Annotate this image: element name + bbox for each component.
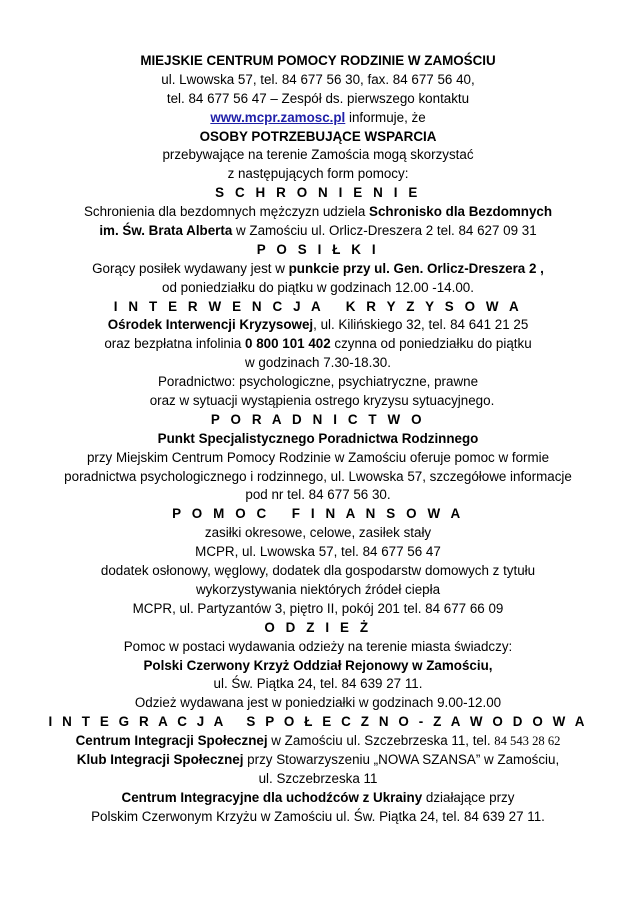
integracja-line-3: ul. Szczebrzeska 11	[258, 770, 378, 786]
schronienie-line-1	[0, 203, 636, 222]
website-line	[0, 109, 636, 128]
hotline-hours-text: czynna od poniedziałku do piątku	[330, 336, 532, 352]
intro-line-2: z następujących form pomocy:	[227, 166, 409, 182]
finansowa-line-4: wykorzystywania niektórych źródeł ciepła	[195, 581, 441, 597]
address-line-1: ul. Lwowska 57, tel. 84 677 56 30, fax. 84 677 56 40,	[161, 71, 475, 87]
integracja-line-4	[0, 789, 636, 808]
odziez-line-1: Pomoc w postaci wydawania odzieży na terenie miasta świadczy:	[123, 638, 513, 654]
page-title: MIEJSKIE CENTRUM POMOCY RODZINIE W ZAMOŚCIU	[140, 53, 496, 68]
ukraine-center-name: Centrum Integracyjne dla uchodźców z Ukrainy	[121, 789, 423, 805]
website-suffix: informuje, że	[345, 109, 426, 125]
red-cross-name: Polski Czerwony Krzyż Oddział Rejonowy w Zamościu,	[143, 657, 493, 673]
interwencja-line-3: w godzinach 7.30-18.30.	[245, 355, 391, 371]
section-heading-odziez: O D Z I E Ż	[264, 619, 372, 635]
section-heading-interwencja: I N T E R W E N C J A K R Y Z Y S O W A	[113, 298, 523, 314]
section-heading-schronienie: S C H R O N I E N I E	[215, 185, 421, 201]
section-heading-posilki: P O S I Ł K I	[256, 241, 380, 257]
schronienie-text: Schronienia dla bezdomnych mężczyzn udziela	[83, 204, 370, 220]
interwencja-line-5: oraz w sytuacji wystąpienia ostrego kryzysu sytuacyjnego.	[149, 393, 495, 409]
posilki-text: Gorący posiłek wydawany jest w	[92, 260, 289, 276]
ukraine-center-text: działające przy	[422, 789, 515, 805]
section-heading-integracja: I N T E G R A C J A S P O Ł E C Z N O - Z A W O D O W A	[48, 714, 588, 730]
meal-location: punkcie przy ul. Gen. Orlicz-Dreszera 2 ,	[288, 260, 544, 276]
notice-page	[0, 52, 636, 827]
shelter-patron: im. Św. Brata Alberta	[99, 223, 233, 239]
crisis-center-address: , ul. Kilińskiego 32, tel. 84 641 21 25	[313, 317, 529, 333]
shelter-address: w Zamościu ul. Orlicz-Dreszera 2 tel. 84 627 09 31	[232, 223, 537, 239]
counseling-center-name: Punkt Specjalistycznego Poradnictwa Rodzinnego	[157, 430, 479, 446]
address-line-2: tel. 84 677 56 47 – Zespół ds. pierwszego kontaktu	[166, 90, 470, 106]
poradnictwo-line-1: przy Miejskim Centrum Pomocy Rodzinie w Zamościu oferuje pomoc w formie	[86, 449, 550, 465]
website-link[interactable]: www.mcpr.zamosc.pl	[210, 109, 346, 125]
finansowa-line-3: dodatek osłonowy, węglowy, dodatek dla gospodarstw domowych z tytułu	[100, 563, 536, 579]
odziez-line-4: Odzież wydawana jest w poniedziałki w godzinach 9.00-12.00	[134, 695, 502, 711]
integracja-line-1	[0, 732, 636, 751]
schronienie-line-2	[0, 222, 636, 241]
posilki-line-2: od poniedziałku do piątku w godzinach 12.00 -14.00.	[162, 279, 474, 295]
crisis-center-name: Ośrodek Interwencji Kryzysowej	[107, 317, 314, 333]
hotline-text: oraz bezpłatna infolinia	[104, 336, 246, 352]
interwencja-line-1	[0, 316, 636, 335]
integracja-line-2	[0, 751, 636, 770]
finansowa-line-2: MCPR, ul. Lwowska 57, tel. 84 677 56 47	[195, 544, 441, 560]
cis-address: w Zamościu ul. Szczebrzeska 11, tel.	[267, 733, 495, 749]
integracja-line-5: Polskim Czerwonym Krzyżu w Zamościu ul. Św. Piątka 24, tel. 84 639 27 11.	[91, 808, 545, 824]
kis-name: Klub Integracji Społecznej	[76, 751, 244, 767]
hotline-number: 0 800 101 402	[245, 336, 331, 352]
posilki-line-1	[0, 260, 636, 279]
section-heading-pomoc-finansowa: P O M O C F I N A N S O W A	[172, 506, 464, 522]
shelter-name: Schronisko dla Bezdomnych	[369, 204, 553, 220]
kis-association: przy Stowarzyszeniu „NOWA SZANSA” w Zamościu,	[243, 751, 560, 767]
odziez-line-3: ul. Św. Piątka 24, tel. 84 639 27 11.	[213, 676, 423, 692]
poradnictwo-line-3: pod nr tel. 84 677 56 30.	[245, 487, 391, 503]
interwencja-line-2	[0, 335, 636, 354]
poradnictwo-line-2: poradnictwa psychologicznego i rodzinnego, ul. Lwowska 57, szczegółowe informacje	[64, 468, 572, 484]
interwencja-line-4: Poradnictwo: psychologiczne, psychiatryczne, prawne	[157, 374, 479, 390]
cis-name: Centrum Integracji Społecznej	[75, 733, 268, 749]
intro-line-1: przebywające na terenie Zamościa mogą skorzystać	[162, 147, 474, 163]
section-heading-poradnictwo: P O R A D N I C T W O	[210, 411, 426, 427]
audience-heading: OSOBY POTRZEBUJĄCE WSPARCIA	[199, 128, 437, 144]
finansowa-line-5: MCPR, ul. Partyzantów 3, piętro II, pokój 201 tel. 84 677 66 09	[132, 600, 504, 616]
cis-phone: 84 543 28 62	[494, 734, 561, 749]
finansowa-line-1: zasiłki okresowe, celowe, zasiłek stały	[204, 525, 432, 541]
